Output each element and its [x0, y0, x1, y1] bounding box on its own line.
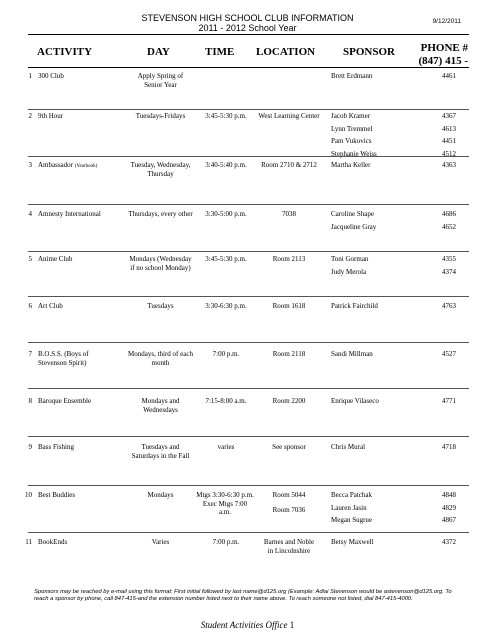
phone-extension: 4372: [442, 538, 456, 546]
document-date: 9/12/2011: [432, 18, 461, 25]
meeting-location: Room 1618: [272, 302, 306, 310]
sponsor-list: [331, 350, 411, 363]
sponsor-name: Enrique Vilaseco: [331, 397, 379, 405]
activity-name: Best Buddies: [38, 491, 76, 499]
meeting-time: 3:30-6:30 p.m.: [205, 302, 247, 310]
sponsor-list: [331, 255, 411, 280]
phone-list: [420, 112, 456, 162]
phone-extension: 4829: [442, 503, 456, 512]
phone-extension: 4718: [442, 443, 456, 451]
activity-name: Bass Fishing: [38, 443, 74, 451]
sponsor-name: Lynn Tremmel: [331, 124, 373, 133]
sponsor-name: Patrick Fairchild: [331, 302, 378, 310]
phone-extension: 4367: [442, 112, 456, 120]
row-divider: [28, 342, 469, 343]
row-divider: [28, 251, 469, 252]
meeting-location: Barnes and Noble in Lincolnshire: [263, 538, 315, 555]
phone-list: [420, 491, 456, 529]
sponsor-name: Becca Patchak: [331, 491, 373, 499]
sponsor-list: [331, 112, 411, 162]
meeting-time: 3:45-5:30 p.m.: [205, 255, 247, 263]
activity-name: Anime Club: [38, 255, 73, 263]
row-divider: [28, 532, 469, 533]
meeting-day: Tuesdays and Saturdays in the Fall: [131, 443, 190, 460]
document-title: [0, 13, 495, 33]
phone-extension: 4451: [442, 137, 456, 145]
activity-title: Ambassador: [38, 161, 73, 169]
sponsor-name: Lauren Jasin: [331, 503, 367, 512]
phone-extension: 4527: [442, 350, 456, 358]
phone-extension: 4613: [442, 124, 456, 133]
meeting-location: Room 2710 & 2712: [261, 161, 317, 169]
page-number: 1: [289, 620, 295, 630]
phone-list: [420, 161, 456, 174]
meeting-location: West Learning Center: [258, 112, 320, 120]
phone-extension: 4512: [442, 149, 456, 158]
row-number: 6: [28, 302, 32, 310]
row-divider: [28, 485, 469, 486]
phone-extension: 4848: [442, 491, 456, 499]
meeting-day: Tuesdays-Fridays: [135, 112, 186, 120]
phone-extension: 4867: [442, 516, 456, 524]
activity-name: B.O.S.S. (Boys of Stevenson Spirit): [38, 350, 89, 367]
meeting-location: Room 2113: [272, 255, 306, 263]
phone-list: [420, 350, 456, 363]
column-header-phone: [419, 42, 469, 68]
activity-name: 300 Club: [38, 72, 64, 80]
phone-header-line-2: (847) 415 -: [418, 55, 468, 67]
title-line-1: STEVENSON HIGH SCHOOL CLUB INFORMATION: [141, 13, 354, 23]
sponsor-list: [331, 302, 411, 315]
sponsor-name: Sandi Millman: [331, 350, 373, 358]
column-header-sponsor: SPONSOR: [343, 46, 395, 58]
meeting-location-secondary: Room 7036: [272, 506, 306, 514]
meeting-time: varies: [217, 443, 235, 451]
activity-note: (Yearbook): [74, 164, 98, 169]
row-number: 4: [28, 210, 32, 218]
meeting-day: Mondays: [147, 491, 174, 499]
phone-extension: 4355: [442, 255, 456, 263]
phone-list: [420, 302, 456, 315]
column-header-activity: ACTIVITY: [37, 46, 93, 58]
sponsor-list: [331, 491, 411, 529]
row-number: 2: [28, 112, 32, 120]
meeting-time: 3:40-5:40 p.m.: [205, 161, 247, 169]
row-number: 9: [28, 443, 32, 451]
meeting-day: Mondays and Wednesdays: [141, 397, 180, 414]
column-header-day: DAY: [147, 46, 170, 58]
sponsor-name: Brett Erdmann: [331, 72, 373, 80]
activity-name: Art Club: [38, 302, 63, 310]
meeting-time: 7:00 p.m.: [212, 538, 240, 546]
row-number: 1: [28, 72, 32, 80]
meeting-time: 3:30-5:00 p.m.: [205, 210, 247, 218]
meeting-location: Room 2118: [272, 350, 306, 358]
column-header-time: TIME: [205, 46, 235, 58]
meeting-location: 7038: [282, 210, 296, 218]
sponsor-list: [331, 210, 411, 235]
meeting-day: Mondays, third of each month: [128, 350, 193, 367]
row-number: 3: [28, 161, 32, 169]
phone-extension: 4686: [442, 210, 456, 218]
row-number: 5: [28, 255, 32, 263]
meeting-day: Tuesdays: [147, 302, 174, 310]
row-divider: [28, 436, 469, 437]
title-line-2: 2011 - 2012 School Year: [198, 23, 297, 33]
sponsor-name: Caroline Shape: [331, 210, 374, 218]
sponsor-name: Martha Keller: [331, 161, 371, 169]
row-number: 11: [25, 538, 32, 546]
sponsor-name: Stephanie Weiss: [331, 149, 377, 158]
meeting-day: Apply Spring of Senior Year: [137, 72, 184, 89]
activity-name: Amnesty International: [38, 210, 101, 218]
row-divider: [28, 204, 469, 205]
meeting-time: Mtgs 3:30-6:30 p.m. Exec Mtgs 7:00 a.m.: [196, 491, 254, 516]
meeting-time: 7:15-8:00 a.m.: [205, 397, 247, 405]
header-divider: [28, 67, 469, 68]
phone-extension: 4461: [442, 72, 456, 80]
row-number: 8: [28, 397, 32, 405]
meeting-day: Varies: [151, 538, 170, 546]
phone-extension: 4771: [442, 397, 456, 405]
activity-name: Baroque Ensemble: [38, 397, 92, 405]
meeting-day: Thursdays, every other: [128, 210, 193, 218]
phone-header-line-1: PHONE #: [420, 42, 468, 54]
row-number: 7: [28, 350, 32, 358]
phone-list: [420, 538, 456, 551]
footer-office-label: Student Activities Office: [200, 620, 288, 630]
meeting-day: Tuesday, Wednesday, Thursday: [130, 161, 191, 178]
phone-list: [420, 397, 456, 410]
phone-list: [420, 443, 456, 456]
sponsor-name: Pam Vukovics: [331, 137, 372, 145]
phone-list: [420, 72, 456, 85]
phone-extension: 4374: [442, 267, 456, 276]
activity-name: [38, 161, 133, 172]
row-divider: [28, 296, 469, 297]
row-divider: [28, 109, 469, 110]
phone-extension: 4652: [442, 222, 456, 231]
sponsor-name: Jacqueline Gray: [331, 222, 377, 231]
row-divider: [28, 388, 469, 389]
meeting-day: Mondays (Wednesday if no school Monday): [129, 255, 192, 272]
sponsor-list: [331, 72, 411, 85]
phone-list: [420, 210, 456, 235]
sponsor-list: [331, 397, 411, 410]
activity-name: 9th Hour: [38, 112, 64, 120]
footer-contact-note: Sponsors may be reached by e-mail using this format: First initial followed by last name@d125.org (Example: Adlai Stevenson would be astevenson@d125.org. To reach a sponsor by phone, call 847-415-and the extension number listed next to their name above. To reach someone not listed, dial 847-415-4000.: [34, 589, 452, 602]
top-divider: [28, 34, 469, 35]
sponsor-name: Megan Sugrue: [331, 516, 373, 524]
sponsor-name: Jacob Kramer: [331, 112, 371, 120]
phone-list: [420, 255, 456, 280]
meeting-location: Room 2200: [272, 397, 306, 405]
sponsor-list: [331, 161, 411, 174]
column-header-location: LOCATION: [256, 46, 316, 58]
meeting-time: 7:00 p.m.: [212, 350, 240, 358]
phone-extension: 4763: [442, 302, 456, 310]
row-divider: [28, 156, 469, 157]
meeting-time: 3:45-5:30 p.m.: [205, 112, 247, 120]
row-number: 10: [25, 491, 32, 499]
sponsor-name: Toni Gorman: [331, 255, 369, 263]
phone-extension: 4363: [442, 161, 456, 169]
sponsor-name: Judy Merola: [331, 267, 367, 276]
sponsor-name: Chris Mural: [331, 443, 366, 451]
meeting-location: See sponsor: [272, 443, 306, 451]
meeting-location: Room 5044: [272, 491, 306, 499]
sponsor-list: [331, 538, 411, 551]
sponsor-list: [331, 443, 411, 456]
page-footer: [0, 620, 495, 630]
activity-name: BookEnds: [38, 538, 68, 546]
sponsor-name: Betsy Maxwell: [331, 538, 374, 546]
